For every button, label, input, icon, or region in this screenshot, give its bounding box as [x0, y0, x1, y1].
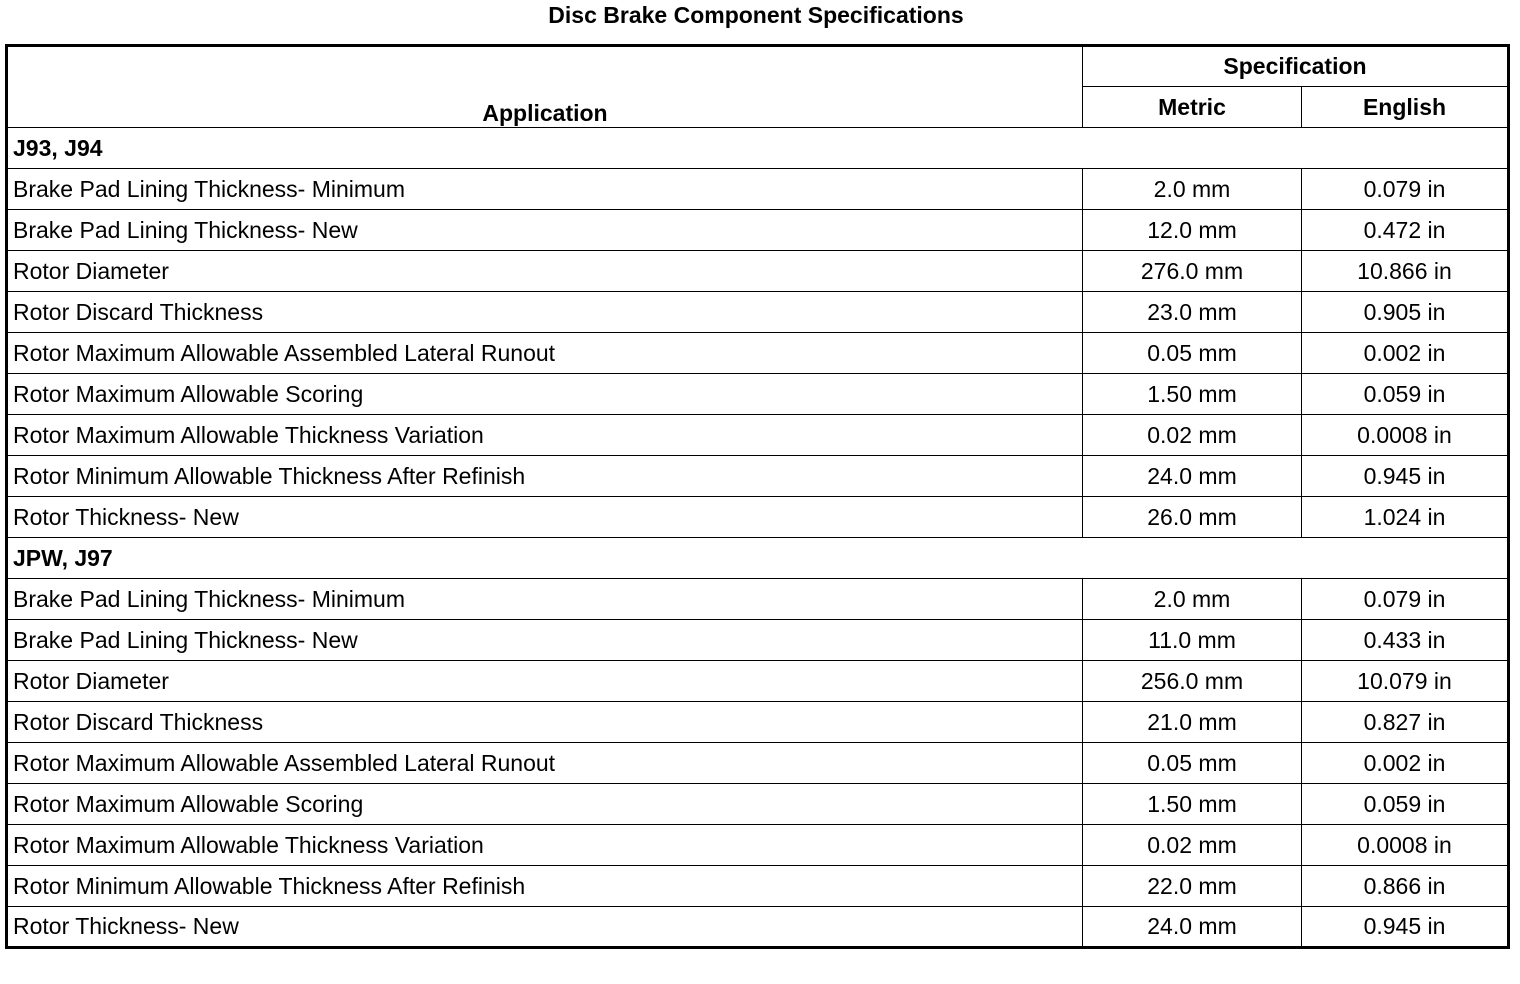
table-row [7, 784, 1509, 825]
application-cell: Brake Pad Lining Thickness- Minimum [7, 169, 1083, 210]
table-row [7, 661, 1509, 702]
table-row [7, 456, 1509, 497]
application-cell: Rotor Diameter [7, 661, 1083, 702]
metric-cell: 1.50 mm [1083, 374, 1302, 415]
table-row [7, 497, 1509, 538]
table-row [7, 825, 1509, 866]
group-label: JPW, J97 [7, 538, 1509, 579]
application-cell: Brake Pad Lining Thickness- Minimum [7, 579, 1083, 620]
english-cell: 0.0008 in [1302, 415, 1509, 456]
metric-cell: 26.0 mm [1083, 497, 1302, 538]
english-cell: 1.024 in [1302, 497, 1509, 538]
group-row-j93-j94 [7, 128, 1509, 169]
english-cell: 0.827 in [1302, 702, 1509, 743]
metric-cell: 22.0 mm [1083, 866, 1302, 907]
application-cell: Rotor Discard Thickness [7, 702, 1083, 743]
english-cell: 0.059 in [1302, 374, 1509, 415]
table-row [7, 333, 1509, 374]
table-row [7, 415, 1509, 456]
application-cell: Rotor Maximum Allowable Assembled Lateral Runout [7, 743, 1083, 784]
metric-cell: 21.0 mm [1083, 702, 1302, 743]
metric-cell: 0.02 mm [1083, 415, 1302, 456]
table-row [7, 620, 1509, 661]
table-row [7, 907, 1509, 948]
table-row [7, 251, 1509, 292]
english-header: English [1302, 87, 1509, 128]
specification-header: Specification [1083, 46, 1509, 87]
english-cell: 0.866 in [1302, 866, 1509, 907]
english-cell: 0.945 in [1302, 907, 1509, 948]
header-row-1 [7, 46, 1509, 87]
metric-cell: 0.02 mm [1083, 825, 1302, 866]
metric-cell: 24.0 mm [1083, 456, 1302, 497]
english-cell: 10.079 in [1302, 661, 1509, 702]
table-title: Disc Brake Component Specifications [548, 2, 964, 28]
english-cell: 0.002 in [1302, 333, 1509, 374]
table-row [7, 374, 1509, 415]
english-cell: 0.433 in [1302, 620, 1509, 661]
metric-cell: 0.05 mm [1083, 743, 1302, 784]
english-cell: 0.079 in [1302, 169, 1509, 210]
application-cell: Rotor Maximum Allowable Thickness Variation [7, 825, 1083, 866]
english-cell: 0.002 in [1302, 743, 1509, 784]
table-row [7, 702, 1509, 743]
english-cell: 0.079 in [1302, 579, 1509, 620]
english-cell: 0.945 in [1302, 456, 1509, 497]
english-cell: 0.059 in [1302, 784, 1509, 825]
metric-cell: 1.50 mm [1083, 784, 1302, 825]
application-cell: Rotor Minimum Allowable Thickness After Refinish [7, 456, 1083, 497]
metric-cell: 2.0 mm [1083, 169, 1302, 210]
metric-cell: 11.0 mm [1083, 620, 1302, 661]
metric-cell: 2.0 mm [1083, 579, 1302, 620]
application-cell: Rotor Discard Thickness [7, 292, 1083, 333]
group-label: J93, J94 [7, 128, 1509, 169]
english-cell: 0.905 in [1302, 292, 1509, 333]
application-cell: Rotor Maximum Allowable Scoring [7, 374, 1083, 415]
table-row [7, 210, 1509, 251]
metric-cell: 23.0 mm [1083, 292, 1302, 333]
metric-cell: 0.05 mm [1083, 333, 1302, 374]
table-row [7, 292, 1509, 333]
application-cell: Rotor Thickness- New [7, 497, 1083, 538]
group-row-jpw-j97 [7, 538, 1509, 579]
application-header: Application [7, 46, 1083, 128]
application-cell: Rotor Maximum Allowable Thickness Variation [7, 415, 1083, 456]
table-row [7, 579, 1509, 620]
table-body [7, 128, 1509, 948]
application-cell: Rotor Maximum Allowable Scoring [7, 784, 1083, 825]
metric-cell: 24.0 mm [1083, 907, 1302, 948]
english-cell: 0.0008 in [1302, 825, 1509, 866]
metric-header: Metric [1083, 87, 1302, 128]
application-cell: Rotor Maximum Allowable Assembled Lateral Runout [7, 333, 1083, 374]
english-cell: 0.472 in [1302, 210, 1509, 251]
application-cell: Brake Pad Lining Thickness- New [7, 620, 1083, 661]
metric-cell: 256.0 mm [1083, 661, 1302, 702]
spec-table [5, 44, 1510, 949]
table-row [7, 743, 1509, 784]
application-cell: Rotor Diameter [7, 251, 1083, 292]
application-cell: Rotor Minimum Allowable Thickness After Refinish [7, 866, 1083, 907]
table-row [7, 169, 1509, 210]
metric-cell: 12.0 mm [1083, 210, 1302, 251]
table-header [7, 46, 1509, 128]
application-cell: Rotor Thickness- New [7, 907, 1083, 948]
table-row [7, 866, 1509, 907]
application-cell: Brake Pad Lining Thickness- New [7, 210, 1083, 251]
english-cell: 10.866 in [1302, 251, 1509, 292]
metric-cell: 276.0 mm [1083, 251, 1302, 292]
